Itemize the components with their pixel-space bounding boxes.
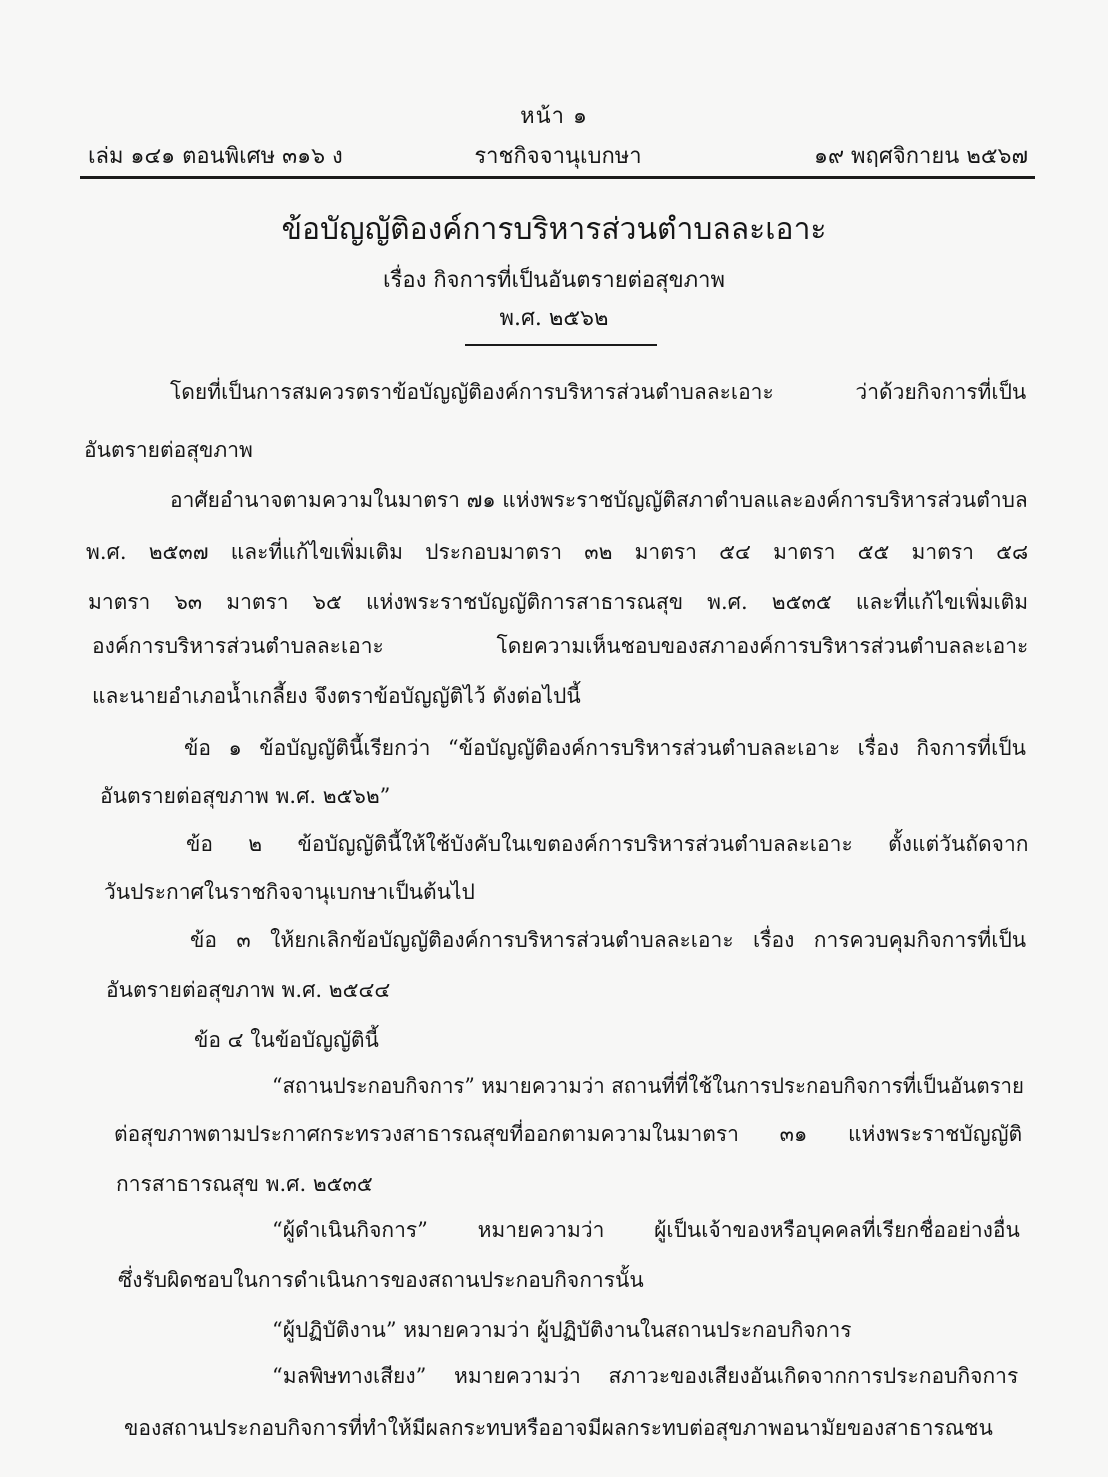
body-line: ของสถานประกอบกิจการที่ทำให้มีผลกระทบหรืออาจมีผลกระทบต่อสุขภาพอนามัยของสาธารณชน <box>124 1416 993 1440</box>
title-rule <box>465 344 657 346</box>
body-line: มาตรา ๖๓ มาตรา ๖๕ แห่งพระราชบัญญัติการสาธารณสุข พ.ศ. ๒๕๓๕ และที่แก้ไขเพิ่มเติม <box>88 590 1029 614</box>
body-line: “มลพิษทางเสียง” หมายความว่า สภาวะของเสียงอันเกิดจากการประกอบกิจการ <box>272 1364 1019 1388</box>
volume-issue: เล่ม ๑๔๑ ตอนพิเศษ ๓๑๖ ง <box>88 144 343 169</box>
body-line: อาศัยอำนาจตามความในมาตรา ๗๑ แห่งพระราชบัญญัติสภาตำบลและองค์การบริหารส่วนตำบล <box>170 488 1028 512</box>
body-line: พ.ศ. ๒๕๓๗ และที่แก้ไขเพิ่มเติม ประกอบมาตรา ๓๒ มาตรา ๕๔ มาตรา ๕๕ มาตรา ๕๘ <box>86 540 1029 564</box>
body-line: องค์การบริหารส่วนตำบลละเอาะ โดยความเห็นชอบของสภาองค์การบริหารส่วนตำบลละเอาะ <box>92 634 1029 658</box>
body-line: และนายอำเภอน้ำเกลี้ยง จึงตราข้อบัญญัติไว้ ดังต่อไปนี้ <box>92 684 581 708</box>
body-line: อันตรายต่อสุขภาพ <box>84 438 253 462</box>
body-line: “ผู้ปฏิบัติงาน” หมายความว่า ผู้ปฏิบัติงานในสถานประกอบกิจการ <box>272 1318 852 1342</box>
body-line: อันตรายต่อสุขภาพ พ.ศ. ๒๕๔๔ <box>106 978 391 1002</box>
document-subtitle: เรื่อง กิจการที่เป็นอันตรายต่อสุขภาพ <box>383 268 725 293</box>
header-rule <box>80 176 1035 179</box>
body-line: ข้อ ๑ ข้อบัญญัตินี้เรียกว่า “ข้อบัญญัติองค์การบริหารส่วนตำบลละเอาะ เรื่อง กิจการที่เป็น <box>184 736 1026 760</box>
body-line: ซึ่งรับผิดชอบในการดำเนินการของสถานประกอบกิจการนั้น <box>118 1268 644 1292</box>
body-line: “สถานประกอบกิจการ” หมายความว่า สถานที่ที่ใช้ในการประกอบกิจการที่เป็นอันตราย <box>272 1074 1025 1098</box>
body-line: ต่อสุขภาพตามประกาศกระทรวงสาธารณสุขที่ออกตามความในมาตรา ๓๑ แห่งพระราชบัญญัติ <box>114 1122 1023 1146</box>
body-line: การสาธารณสุข พ.ศ. ๒๕๓๕ <box>116 1172 373 1196</box>
body-line: ข้อ ๔ ในข้อบัญญัตินี้ <box>194 1028 379 1052</box>
body-line: โดยที่เป็นการสมควรตราข้อบัญญัติองค์การบริหารส่วนตำบลละเอาะ ว่าด้วยกิจการที่เป็น <box>170 380 1027 404</box>
publication-name: ราชกิจจานุเบกษา <box>474 144 642 169</box>
body-line: วันประกาศในราชกิจจานุเบกษาเป็นต้นไป <box>104 880 475 904</box>
body-line: ข้อ ๒ ข้อบัญญัตินี้ให้ใช้บังคับในเขตองค์การบริหารส่วนตำบลละเอาะ ตั้งแต่วันถัดจาก <box>186 832 1029 856</box>
document-year: พ.ศ. ๒๕๖๒ <box>499 306 609 331</box>
running-header <box>88 138 1028 170</box>
body-line: “ผู้ดำเนินกิจการ” หมายความว่า ผู้เป็นเจ้าของหรือบุคคลที่เรียกชื่ออย่างอื่น <box>272 1218 1020 1242</box>
body-line: อันตรายต่อสุขภาพ พ.ศ. ๒๕๖๒” <box>100 784 391 808</box>
page-number: หน้า ๑ <box>520 104 588 129</box>
body-line: ข้อ ๓ ให้ยกเลิกข้อบัญญัติองค์การบริหารส่วนตำบลละเอาะ เรื่อง การควบคุมกิจการที่เป็น <box>190 928 1027 952</box>
document-title: ข้อบัญญัติองค์การบริหารส่วนตำบลละเอาะ <box>281 212 827 247</box>
publication-date: ๑๙ พฤศจิกายน ๒๕๖๗ <box>813 144 1028 169</box>
